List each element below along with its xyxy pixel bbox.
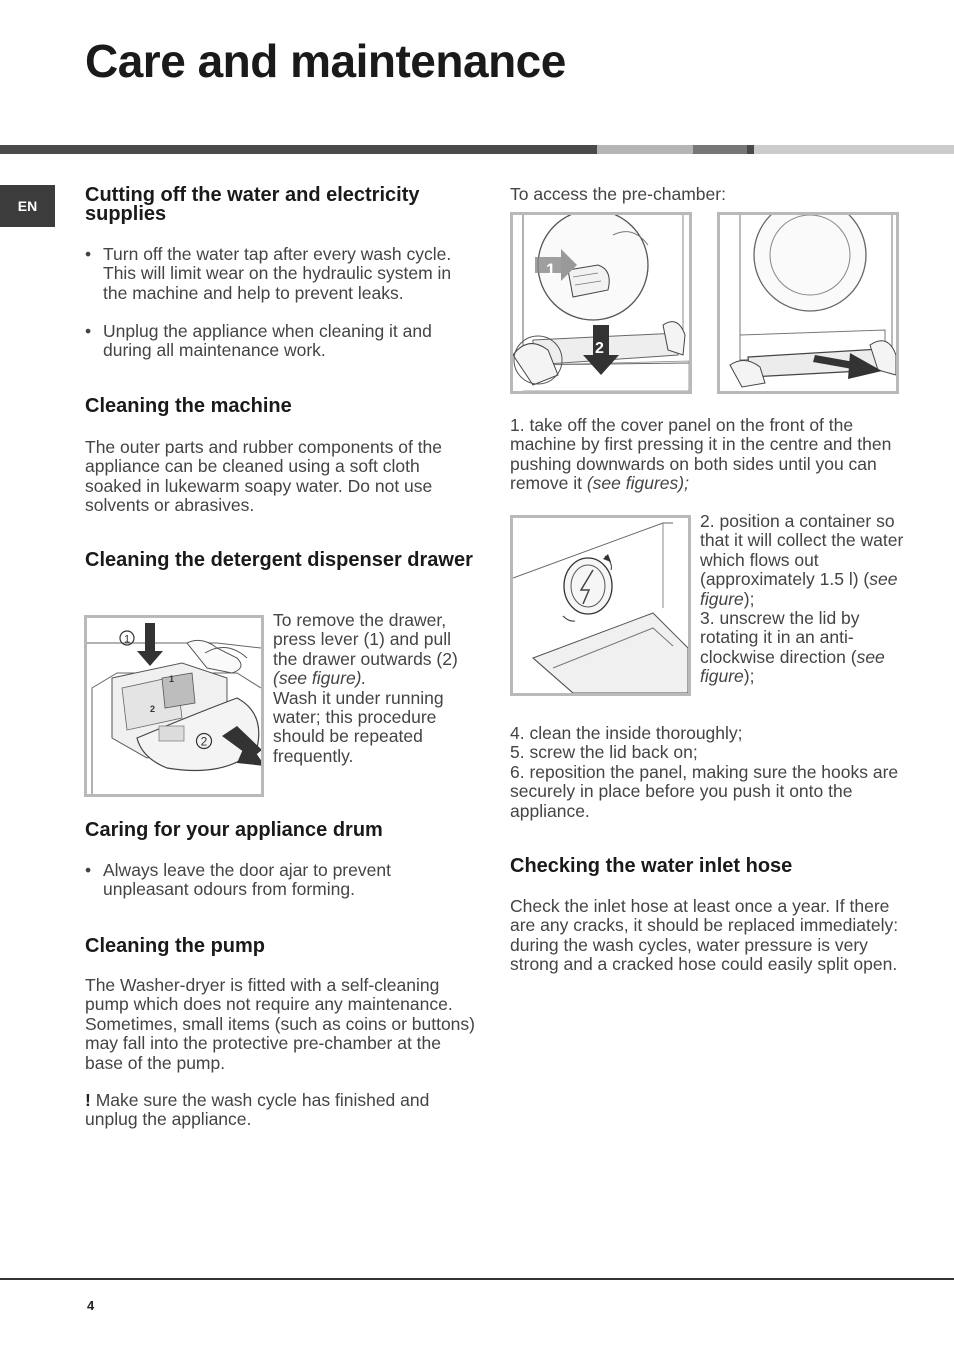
figure-label: 2 [200,734,208,749]
figure-label: 1 [169,674,175,684]
header-bar-4 [747,145,754,154]
text-step-3-end: ); [743,666,755,687]
heading-detergent-drawer: Cleaning the detergent dispenser drawer [85,549,473,571]
text-wash-drawer: Wash it under running water; this procedure should be repeated frequently. [273,687,444,766]
drawer-illustration [87,618,261,794]
page-number: 4 [87,1298,95,1313]
paragraph-remove-drawer [273,611,478,766]
paragraph-steps-4-6 [510,724,905,821]
language-badge: EN [0,185,55,227]
figure-detergent-drawer [84,615,264,797]
panel-pull-illustration [720,215,896,391]
bullet-text: Unplug the appliance when cleaning it and during all maintenance work. [103,321,432,361]
text-remove-drawer: To remove the drawer, press lever (1) and pull the drawer outwards (2) [273,610,458,669]
warning-mark: ! [85,1090,91,1110]
header-bar-2 [597,145,693,154]
bullet-door-ajar [85,861,480,901]
pump-lid-illustration [513,518,688,693]
figure-remove-panel-press [510,212,692,394]
figure-label: 1 [123,633,131,646]
text-step-4: 4. clean the inside thoroughly; [510,723,743,743]
text-step-1: 1. take off the cover panel on the front of the machine by first pressing it in the centre and then pushing downwards on both sides until you can remove it [510,415,892,494]
figure-remove-panel-pull [717,212,899,394]
bullet-dot: • [85,244,92,264]
text-step-3: 3. unscrew the lid by rotating it in an anti-clockwise direction ( [700,608,860,667]
text-see-figure: see figure [700,569,898,609]
paragraph-cleaning-machine: The outer parts and rubber components of the appliance can be cleaned using a soft cloth soaked in lukewarm soapy water. Do not use solvents or abrasives. [85,437,443,516]
panel-press-illustration [513,215,689,391]
header-bar-5 [754,145,954,154]
text-see-figures: (see figures); [586,473,689,494]
heading-cutting-off-supplies: Cutting off the water and electricity supplies [85,184,420,225]
figure-label: 2 [595,340,604,357]
paragraph-warning [85,1091,477,1130]
paragraph-access-prechamber: To access the pre-chamber: [510,184,726,204]
figure-label: 1 [546,260,556,279]
text-step-2: 2. position a container so that it will collect the water which flows out (approximately 1.5 l) ( [700,511,904,590]
figure-label: 2 [150,704,156,714]
bullet-unplug [85,322,480,362]
heading-cleaning-machine: Cleaning the machine [85,395,292,417]
bullet-dot: • [85,321,92,341]
text-see-figure: (see figure). [273,668,367,689]
heading-water-inlet-hose: Checking the water inlet hose [510,855,793,877]
header-bar-1 [0,145,597,154]
heading-caring-drum: Caring for your appliance drum [85,819,383,841]
figure-pump-lid [510,515,691,696]
paragraph-cleaning-pump: The Washer-dryer is fitted with a self-cleaning pump which does not require any maintenance. Sometimes, small items (such as coins or buttons) may fall into the protective pre-chamber at the base of the pump. [85,975,475,1073]
bullet-turn-off-tap [85,245,480,305]
text-step-6: 6. reposition the panel, making sure the hooks are securely in place before you push it onto the appliance. [510,761,899,821]
text-step-5: 5. screw the lid back on; [510,742,698,763]
paragraph-water-inlet-hose: Check the inlet hose at least once a year. If there are any cracks, it should be replaced immediately: during the wash cycles, water pressure is very strong and a cracked hose could easily split open. [510,896,899,975]
page-title: Care and maintenance [85,35,566,87]
footer-rule [0,1278,954,1280]
bullet-text: Turn off the water tap after every wash cycle. This will limit wear on the hydraulic system in the machine and help to prevent leaks. [103,244,452,303]
paragraph-step-1 [510,416,900,494]
header-bar-3 [693,145,747,154]
warning-text: Make sure the wash cycle has finished and unplug the appliance. [85,1090,430,1130]
text-step-2-end: ); [743,588,755,609]
bullet-dot: • [85,860,92,880]
text-see-figure: see figure [700,646,885,687]
paragraph-step-2-3 [700,512,905,687]
heading-cleaning-pump: Cleaning the pump [85,935,265,957]
bullet-text: Always leave the door ajar to prevent unpleasant odours from forming. [103,860,391,900]
